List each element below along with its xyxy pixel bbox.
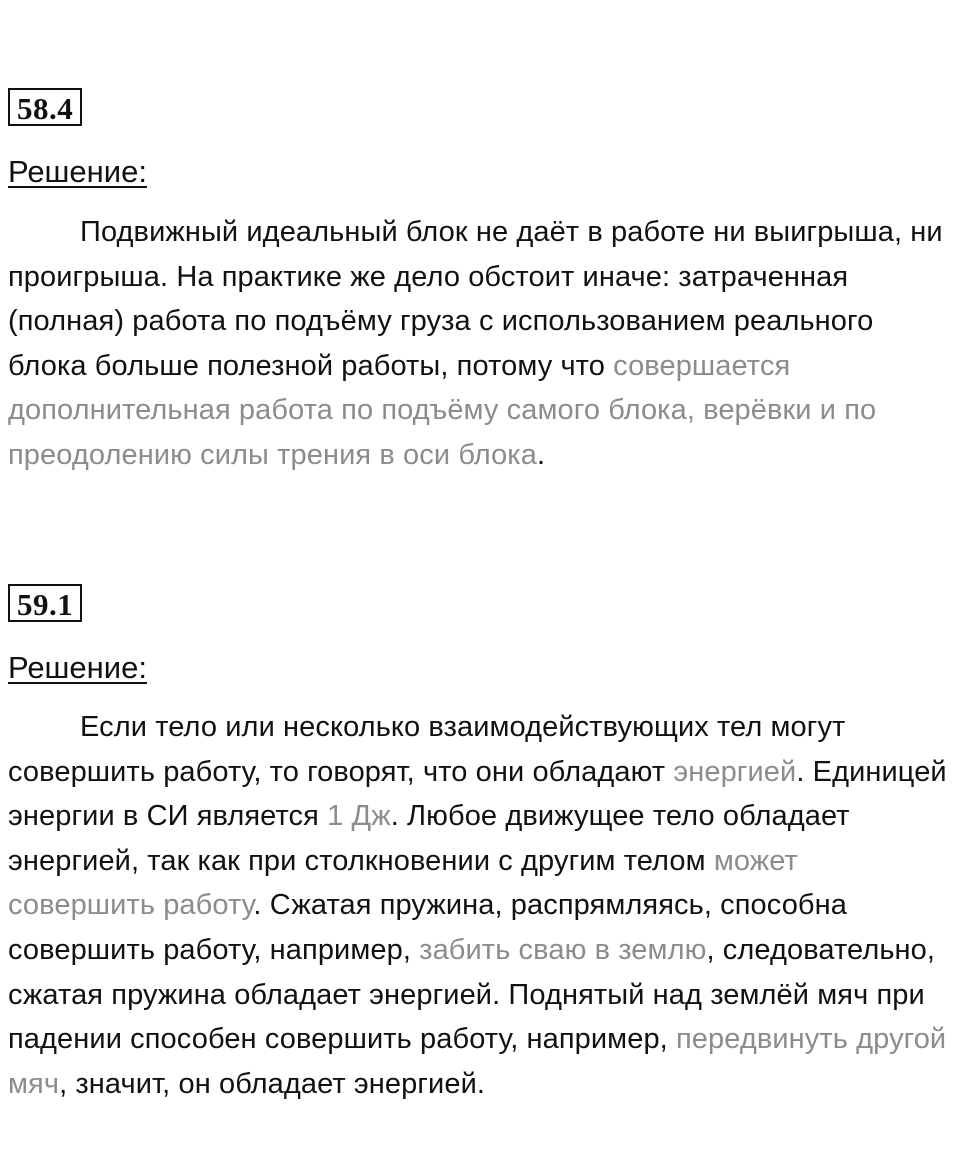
- text-segment: . Единицей энергии в СИ является: [8, 755, 947, 833]
- problem-number-58-4: 58.4: [8, 88, 82, 126]
- text-segment: Если тело или несколько взаимодействующих тел могут совершить работу, то говорят, что они обладают: [8, 711, 846, 788]
- solution-label-58-4: Решение:: [8, 154, 147, 189]
- answer-segment: энергией: [673, 755, 797, 788]
- text-segment: Подвижный идеальный блок не даёт в работе ни выигрыша, ни проигрыша. На практике же дело обстоит иначе: затраченная (полная) работа по подъёму груза с использованием реального блока больше полезной работы, потому что: [8, 216, 943, 382]
- problem-number-59-1: 59.1: [8, 584, 82, 622]
- answer-segment: может совершить работу: [8, 844, 798, 922]
- text-segment: .: [536, 438, 546, 471]
- answer-segment: забить сваю в землю: [419, 933, 707, 966]
- solution-text-59-1: [8, 705, 953, 1106]
- text-segment: , следовательно, сжатая пружина обладает энергией. Поднятый над землёй мяч при падении способен совершить работу, например,: [8, 933, 936, 1056]
- answer-segment: совершается дополнительная работа по подъёму самого блока, верёвки и по преодолению силы трения в оси блока: [8, 349, 877, 471]
- solution-label-59-1: Решение:: [8, 650, 147, 685]
- answer-segment: передвинуть другой мяч: [8, 1023, 947, 1100]
- text-segment: , значит, он обладает энергией.: [59, 1067, 486, 1100]
- text-segment: . Любое движущее тело обладает энергией, так как при столкновении с другим телом: [8, 800, 850, 877]
- answer-segment: 1 Дж: [327, 800, 391, 833]
- solution-text-58-4: [8, 210, 953, 478]
- text-segment: . Сжатая пружина, распрямляясь, способна совершить работу, например,: [8, 889, 847, 966]
